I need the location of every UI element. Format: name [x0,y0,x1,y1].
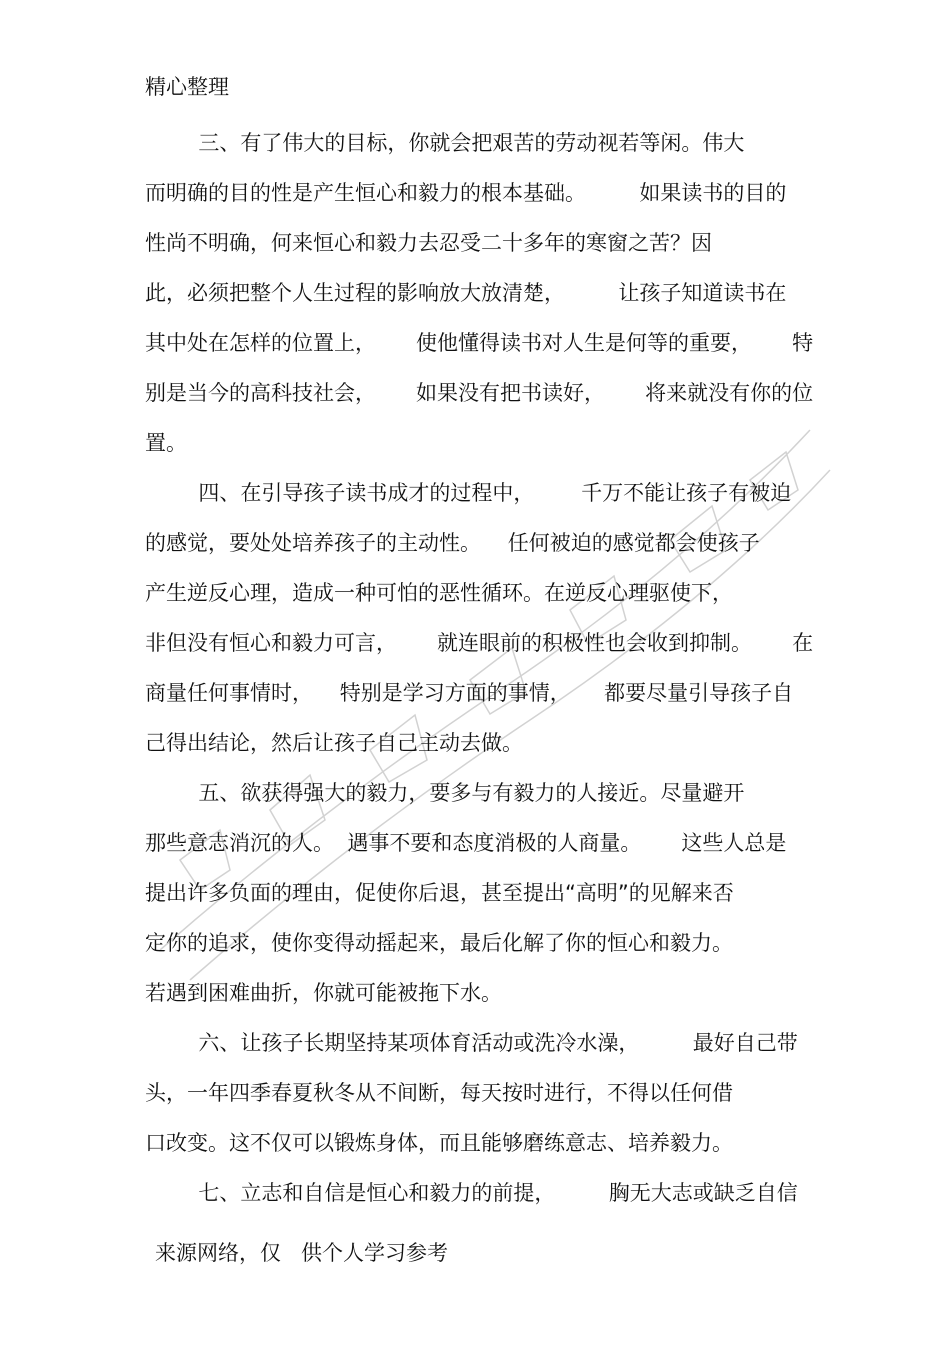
text-line: 其中处在怎样的位置上， 使他懂得读书对人生是何等的重要， 特 [145,331,814,355]
text-line: 非但没有恒心和毅力可言， 就连眼前的积极性也会收到抑制。 在 [145,631,814,655]
text-line: 那些意志消沉的人。 遇事不要和态度消极的人商量。 这些人总是 [145,831,787,855]
text-line: 的感觉，要处处培养孩子的主动性。 任何被迫的感觉都会使孩子 [145,531,760,555]
page-header: 精心整理 [145,75,229,99]
text-line: 头，一年四季春夏秋冬从不间断，每天按时进行，不得以任何借 [145,1081,733,1105]
text-line: 别是当今的高科技社会， 如果没有把书读好， 将来就没有你的位 [145,381,814,405]
text-line: 口改变。这不仅可以锻炼身体，而且能够磨练意志、培养毅力。 [145,1131,733,1155]
text-line: 此，必须把整个人生过程的影响放大放清楚， 让孩子知道读书在 [145,281,787,305]
text-line: 七、立志和自信是恒心和毅力的前提， 胸无大志或缺乏自信 [145,1181,798,1205]
text-line: 产生逆反心理，造成一种可怕的恶性循环。在逆反心理驱使下， [145,581,733,605]
text-line: 提出许多负面的理由，促使你后退，甚至提出“高明”的见解来否 [145,881,734,905]
page-footer: 来源网络，仅 供个人学习参考 [155,1241,449,1265]
text-line: 六、让孩子长期坚持某项体育活动或洗冷水澡， 最好自己带 [145,1031,798,1055]
text-line: 定你的追求，使你变得动摇起来，最后化解了你的恒心和毅力。 [145,931,733,955]
text-line: 商量任何事情时， 特别是学习方面的事情， 都要尽量引导孩子自 [145,681,794,705]
text-line: 己得出结论，然后让孩子自己主动去做。 [145,731,523,755]
text-line: 而明确的目的性是产生恒心和毅力的根本基础。 如果读书的目的 [145,181,787,205]
text-line: 置。 [145,431,187,455]
text-line: 五、欲获得强大的毅力，要多与有毅力的人接近。尽量避开 [145,781,745,805]
text-line: 若遇到困难曲折，你就可能被拖下水。 [145,981,502,1005]
text-line: 四、在引导孩子读书成才的过程中， 千万不能让孩子有被迫 [145,481,792,505]
text-line: 性尚不明确，何来恒心和毅力去忍受二十多年的寒窗之苦？因 [145,231,712,255]
text-line: 三、有了伟大的目标，你就会把艰苦的劳动视若等闲。伟大 [145,131,745,155]
